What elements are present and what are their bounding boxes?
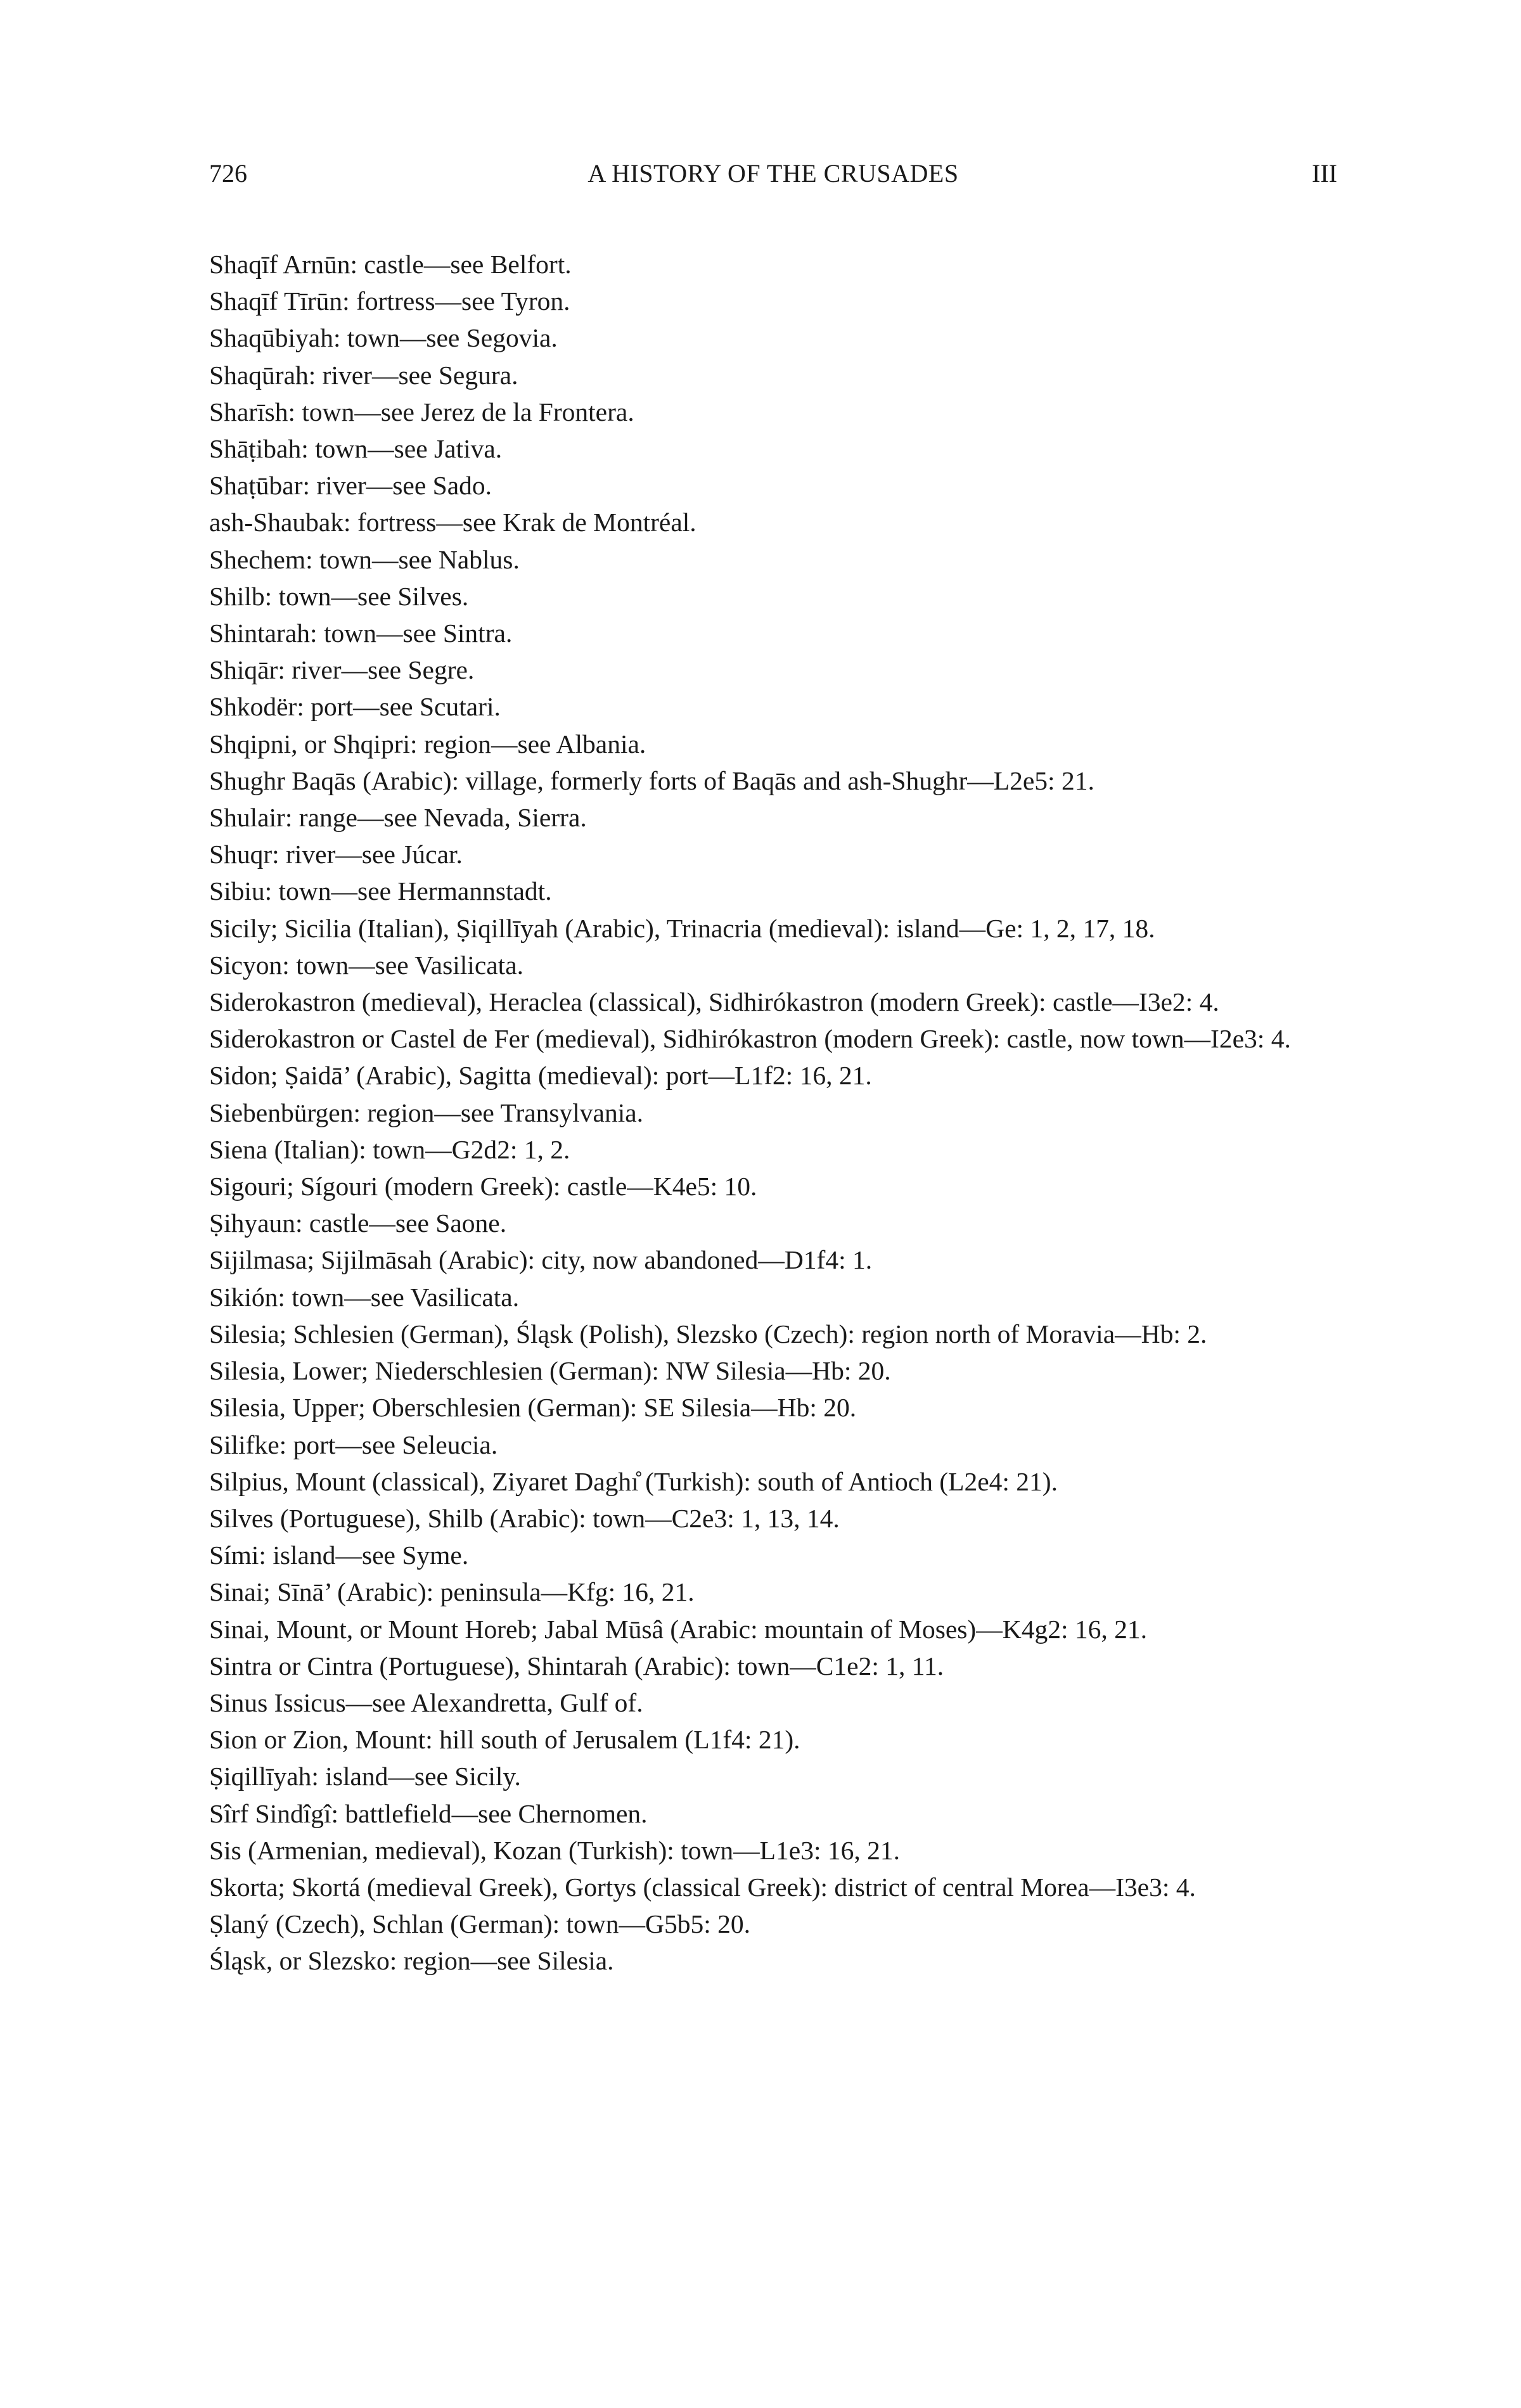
gazetteer-entry: Shaqūbiyah: town—see Segovia. [209, 323, 558, 353]
gazetteer-entry: Shuqr: river—see Júcar. [209, 840, 463, 869]
gazetteer-entry: Shughr Baqās (Arabic): village, formerly forts of Baqās and ash-Shughr—L2e5: 21. [209, 765, 1094, 795]
gazetteer-entry: Shulair: range—see Nevada, Sierra. [209, 803, 587, 833]
gazetteer-entry: Skorta; Skortá (medieval Greek), Gortys (classical Greek): district of central Morea—I3e3: 4. [209, 1872, 1196, 1902]
gazetteer-entry: Ṣihyaun: castle—see Saone. [209, 1208, 507, 1238]
page-header [209, 158, 1337, 196]
gazetteer-entry: Shaqūrah: river—see Segura. [209, 360, 518, 390]
gazetteer-entry: Siena (Italian): town—G2d2: 1, 2. [209, 1134, 570, 1164]
gazetteer-entry: Shechem: town—see Nablus. [209, 544, 520, 574]
gazetteer-entry: Sibiu: town—see Hermannstadt. [209, 876, 552, 906]
gazetteer-entry: Siebenbürgen: region—see Transylvania. [209, 1098, 644, 1127]
gazetteer-entry: Shintarah: town—see Sintra. [209, 618, 513, 648]
gazetteer-entry: Shqipni, or Shqipri: region—see Albania. [209, 729, 646, 759]
gazetteer-entry: Siderokastron or Castel de Fer (medieval), Sidhirókastron (modern Greek): castle, now town—I2e3: 4. [209, 1024, 1291, 1054]
gazetteer-entry: Silifke: port—see Seleucia. [209, 1430, 498, 1459]
gazetteer-entry: Ṣlaný (Czech), Schlan (German): town—G5b5: 20. [209, 1909, 751, 1939]
gazetteer-entry: Shāṭibah: town—see Jativa. [209, 434, 503, 464]
gazetteer-entry: Silpius, Mount (classical), Ziyaret Daghı̊ (Turkish): south of Antioch (L2e4: 21). [209, 1466, 1058, 1496]
gazetteer-entry: Sidon; Ṣaidā’ (Arabic), Sagitta (medieval): port—L1f2: 16, 21. [209, 1061, 872, 1091]
gazetteer-entry: Shaṭūbar: river—see Sado. [209, 471, 492, 501]
gazetteer-entry: Sion or Zion, Mount: hill south of Jerusalem (L1f4: 21). [209, 1725, 800, 1755]
gazetteer-entry: Sikión: town—see Vasilicata. [209, 1282, 520, 1312]
volume-number: III [1312, 159, 1337, 188]
gazetteer-entry: Silves (Portuguese), Shilb (Arabic): town—C2e3: 1, 13, 14. [209, 1503, 840, 1533]
gazetteer-entry: Ṣiqillīyah: island—see Sicily. [209, 1762, 521, 1791]
running-title: A HISTORY OF THE CRUSADES [587, 159, 959, 188]
gazetteer-entry: Sigouri; Sígouri (modern Greek): castle—K4e5: 10. [209, 1172, 757, 1201]
gazetteer-entry: Shilb: town—see Silves. [209, 581, 469, 611]
gazetteer-entry: Sintra or Cintra (Portuguese), Shintarah (Arabic): town—C1e2: 1, 11. [209, 1651, 944, 1681]
page-number: 726 [209, 159, 247, 188]
gazetteer-entry: Sicyon: town—see Vasilicata. [209, 950, 523, 980]
gazetteer-entry: Sinus Issicus—see Alexandretta, Gulf of. [209, 1688, 643, 1717]
gazetteer-entry: Silesia, Lower; Niederschlesien (German): NW Silesia—Hb: 20. [209, 1356, 891, 1386]
gazetteer-entry: Sinai, Mount, or Mount Horeb; Jabal Mūsâ (Arabic: mountain of Moses)—K4g2: 16, 21. [209, 1614, 1147, 1644]
gazetteer-entry: Shaqīf Arnūn: castle—see Belfort. [209, 250, 572, 279]
gazetteer-entry: Sinai; Sīnā’ (Arabic): peninsula—Kfg: 16, 21. [209, 1577, 695, 1607]
gazetteer-entry: Siderokastron (medieval), Heraclea (classical), Sidhirókastron (modern Greek): castle—I3e2: 4. [209, 987, 1219, 1017]
gazetteer-entry: Shiqār: river—see Segre. [209, 655, 475, 685]
gazetteer-entry: Śląsk, or Slezsko: region—see Silesia. [209, 1946, 614, 1976]
gazetteer-entry: ash-Shaubak: fortress—see Krak de Montréal. [209, 508, 696, 537]
gazetteer-entry: Sicily; Sicilia (Italian), Ṣiqillīyah (Arabic), Trinacria (medieval): island—Ge: 1, 2, 17, 18. [209, 913, 1155, 943]
gazetteer-entry: Silesia; Schlesien (German), Śląsk (Polish), Slezsko (Czech): region north of Moravia—Hb: 2. [209, 1319, 1207, 1348]
gazetteer-entry: Sharīsh: town—see Jerez de la Frontera. [209, 397, 634, 426]
gazetteer-entry: Shaqīf Tīrūn: fortress—see Tyron. [209, 286, 570, 316]
gazetteer-entry: Sími: island—see Syme. [209, 1540, 469, 1570]
gazetteer-entry: Shkodër: port—see Scutari. [209, 692, 501, 722]
gazetteer-entry: Silesia, Upper; Oberschlesien (German): SE Silesia—Hb: 20. [209, 1393, 857, 1423]
gazetteer-entry: Sîrf Sindîgî: battlefield—see Chernomen. [209, 1798, 648, 1828]
gazetteer-entry: Sijilmasa; Sijilmāsah (Arabic): city, now abandoned—D1f4: 1. [209, 1245, 873, 1275]
gazetteer-entry: Sis (Armenian, medieval), Kozan (Turkish): town—L1e3: 16, 21. [209, 1835, 900, 1865]
gazetteer-entries [209, 246, 1344, 1980]
